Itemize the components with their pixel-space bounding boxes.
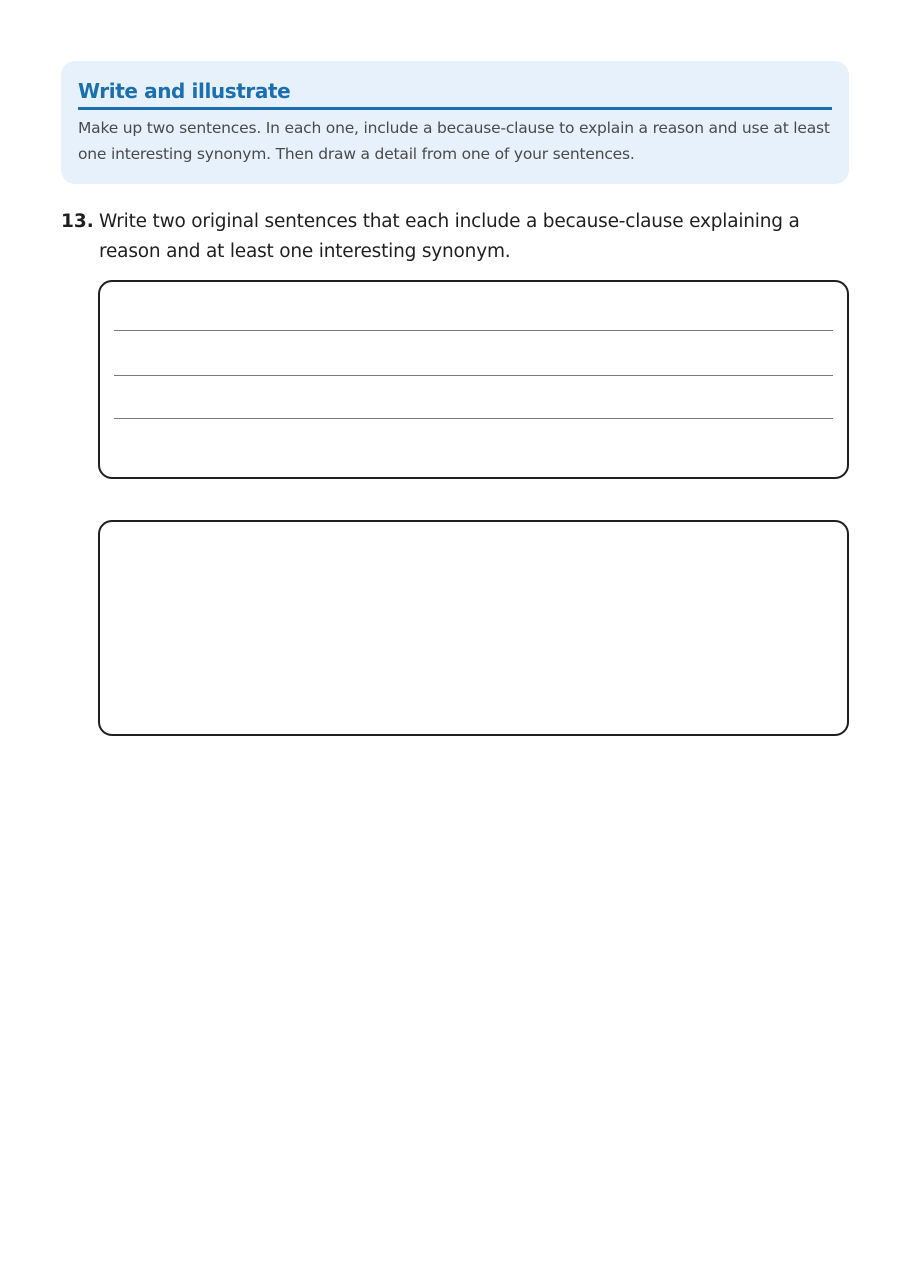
question-text: Write two original sentences that each include a because-clause explaining a reason and at least one interesting synonym. — [99, 211, 800, 262]
question-number: 13. — [61, 211, 94, 232]
panel-title: Write and illustrate — [78, 77, 832, 110]
answer-line-2[interactable] — [114, 375, 833, 376]
answer-writing-box[interactable] — [98, 280, 849, 479]
drawing-box[interactable] — [98, 520, 849, 736]
answer-line-3[interactable] — [114, 418, 833, 419]
question-13 — [61, 207, 821, 267]
answer-line-1[interactable] — [114, 330, 833, 331]
panel-instructions: Make up two sentences. In each one, include a because-clause to explain a reason and use at least one interesting synonym. Then draw a detail from one of your sentences. — [78, 119, 830, 163]
instruction-panel — [61, 61, 849, 184]
